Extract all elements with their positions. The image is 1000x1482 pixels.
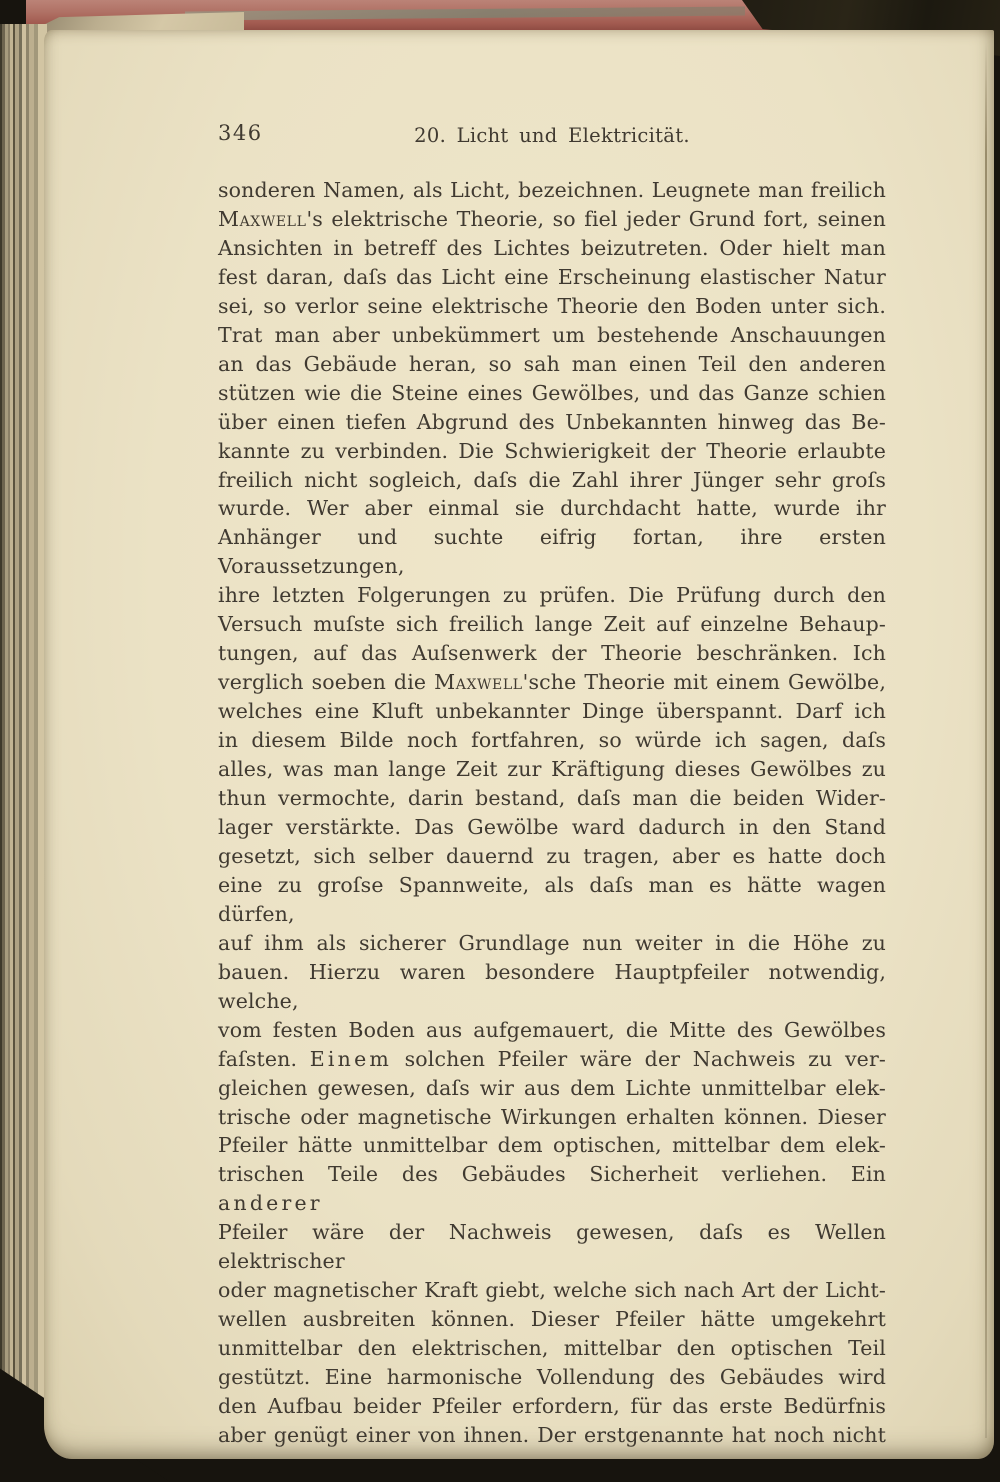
- text-line: eine zu groſse Spannweite, als daſs man es hätte wagen dürfen,: [218, 872, 886, 926]
- text-line: Pfeiler hätte unmittelbar dem optischen, mittelbar dem elek-: [218, 1133, 886, 1158]
- text-line: vom festen Boden aus aufgemauert, die Mitte des Gewölbes: [218, 1017, 886, 1042]
- page-edge-line-right: [985, 42, 987, 1438]
- text-line: oder magnetischer Kraft giebt, welche sich nach Art der Licht-: [218, 1278, 886, 1303]
- text-line: über einen tiefen Abgrund des Unbekannten hinweg das Be-: [218, 409, 886, 434]
- text-line: freilich nicht sogleich, daſs die Zahl ihrer Jünger sehr groſs: [218, 467, 886, 492]
- text-line: kannte zu verbinden. Die Schwierigkeit der Theorie erlaubte: [218, 438, 886, 463]
- text-line: sei, so verlor seine elektrische Theorie den Boden unter sich.: [218, 293, 886, 318]
- text-line: auf ihm als sicherer Grundlage nun weiter in die Höhe zu: [218, 930, 886, 955]
- text-line: Versuch muſste sich freilich lange Zeit auf einzelne Behaup-: [218, 612, 886, 637]
- text-line: den Aufbau beider Pfeiler erfordern, für das erste Bedürfnis: [218, 1394, 886, 1419]
- text-line: stützen wie die Steine eines Gewölbes, und das Ganze schien: [218, 380, 886, 405]
- page-number: 346: [218, 121, 263, 145]
- text-line: tungen, auf das Auſsenwerk der Theorie beschränken. Ich: [218, 641, 886, 666]
- text-line: Anhänger und suchte eifrig fortan, ihre ersten Voraussetzungen,: [218, 525, 886, 579]
- text-line: Ansichten in betreff des Lichtes beizutreten. Oder hielt man: [218, 235, 886, 260]
- text-line: lager verstärkte. Das Gewölbe ward dadurch in den Stand: [218, 814, 886, 839]
- text-line: unmittelbar den elektrischen, mittelbar den optischen Teil: [218, 1336, 886, 1361]
- text-line: an das Gebäude heran, so sah man einen Teil den anderen: [218, 351, 886, 376]
- text-line: Maxwell's elektrische Theorie, so fiel jeder Grund fort, seinen: [218, 206, 886, 231]
- text-line: Pfeiler wäre der Nachweis gewesen, daſs es Wellen elektrischer: [218, 1220, 886, 1274]
- text-line: gesetzt, sich selber dauernd zu tragen, aber es hatte doch: [218, 843, 886, 868]
- body-text: [218, 176, 886, 1450]
- text-line: ihre letzten Folgerungen zu prüfen. Die Prüfung durch den: [218, 583, 886, 608]
- text-line: wellen ausbreiten können. Dieser Pfeiler hätte umgekehrt: [218, 1307, 886, 1332]
- text-line: gleichen gewesen, daſs wir aus dem Lichte unmittelbar elek-: [218, 1075, 886, 1100]
- text-line: Trat man aber unbekümmert um bestehende Anschauungen: [218, 322, 886, 347]
- text-line: thun vermochte, darin bestand, daſs man die beiden Wider-: [218, 786, 886, 811]
- text-line: welches eine Kluft unbekannter Dinge überspannt. Darf ich: [218, 699, 886, 724]
- text-line: faſsten. Einem solchen Pfeiler wäre der Nachweis zu ver-: [218, 1046, 886, 1071]
- text-line: in diesem Bilde noch fortfahren, so würde ich sagen, daſs: [218, 728, 886, 753]
- text-line: alles, was man lange Zeit zur Kräftigung dieses Gewölbes zu: [218, 757, 886, 782]
- book-page: [44, 30, 994, 1459]
- text-line: sonderen Namen, als Licht, bezeichnen. Leugnete man freilich: [218, 178, 886, 202]
- text-line: fest daran, daſs das Licht eine Erscheinung elastischer Natur: [218, 264, 886, 289]
- text-line: trischen Teile des Gebäudes Sicherheit verliehen. Ein anderer: [218, 1162, 886, 1216]
- running-header: 20. Licht und Elektricität.: [414, 124, 690, 147]
- text-line: bauen. Hierzu waren besondere Hauptpfeiler notwendig, welche,: [218, 959, 886, 1013]
- text-line: aber genügt einer von ihnen. Der erstgenannte hat noch nicht: [218, 1422, 886, 1447]
- page-edges-left: [0, 24, 47, 1438]
- text-line: gestützt. Eine harmonische Vollendung des Gebäudes wird: [218, 1365, 886, 1390]
- text-line: verglich soeben die Maxwell'sche Theorie mit einem Gewölbe,: [218, 670, 886, 695]
- text-line: wurde. Wer aber einmal sie durchdacht hatte, wurde ihr: [218, 496, 886, 521]
- text-line: trische oder magnetische Wirkungen erhalten können. Dieser: [218, 1104, 886, 1129]
